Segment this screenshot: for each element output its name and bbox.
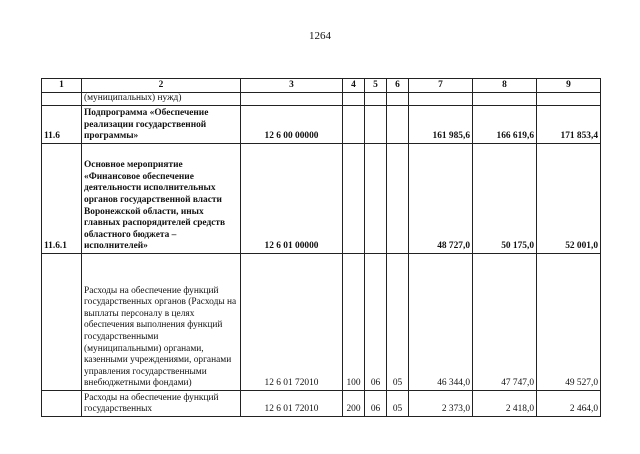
- row-vr: [343, 144, 365, 254]
- column-header: 8: [473, 79, 537, 93]
- row-value-7: 161 985,6: [409, 106, 473, 144]
- column-header: 1: [42, 79, 82, 93]
- column-header: 5: [365, 79, 387, 93]
- row-name: Расходы на обеспечение функций государственных: [82, 391, 241, 417]
- row-code: 12 6 00 00000: [241, 106, 343, 144]
- table-row: [42, 391, 601, 417]
- row-value-9: 2 464,0: [537, 391, 601, 417]
- row-name: Подпрограмма «Обеспечение реализации государственной программы»: [82, 106, 241, 144]
- row-code: 12 6 01 72010: [241, 391, 343, 417]
- column-header: 9: [537, 79, 601, 93]
- row-pr: [387, 106, 409, 144]
- row-value-7: 48 727,0: [409, 144, 473, 254]
- row-value-8: 166 619,6: [473, 106, 537, 144]
- row-value-7: 46 344,0: [409, 254, 473, 391]
- row-value-7: 2 373,0: [409, 391, 473, 417]
- row-value-8: 47 747,0: [473, 254, 537, 391]
- row-pr: 05: [387, 391, 409, 417]
- table-row: [42, 93, 601, 106]
- row-rz: [365, 106, 387, 144]
- row-vr: 200: [343, 391, 365, 417]
- row-name: Основное мероприятие «Финансовое обеспечение деятельности исполнительных органов государственной власти Воронежской области, иных главных распорядителей средств областного бюджета – исполнителей»: [82, 144, 241, 254]
- row-pr: 05: [387, 254, 409, 391]
- row-value-8: 2 418,0: [473, 391, 537, 417]
- row-value-9: [537, 93, 601, 106]
- row-number: [42, 391, 82, 417]
- row-value-9: 171 853,4: [537, 106, 601, 144]
- row-number: 11.6: [42, 106, 82, 144]
- column-header: 4: [343, 79, 365, 93]
- row-code: 12 6 01 72010: [241, 254, 343, 391]
- table-header-row: [42, 79, 601, 93]
- column-header: 2: [82, 79, 241, 93]
- row-rz: [365, 144, 387, 254]
- budget-table: [41, 78, 601, 417]
- table-row: [42, 144, 601, 254]
- row-rz: 06: [365, 254, 387, 391]
- table-row: [42, 106, 601, 144]
- row-pr: [387, 93, 409, 106]
- row-name: Расходы на обеспечение функций государственных органов (Расходы на выплаты персоналу в целях обеспечения выполнения функций государственными (муниципальными) органами, казенными учреждениями, органами управления государственными внебюджетными фондами): [82, 254, 241, 391]
- row-name: (муниципальных) нужд): [82, 93, 241, 106]
- row-vr: [343, 93, 365, 106]
- row-number: [42, 254, 82, 391]
- row-code: [241, 93, 343, 106]
- row-value-8: 50 175,0: [473, 144, 537, 254]
- column-header: 3: [241, 79, 343, 93]
- row-pr: [387, 144, 409, 254]
- row-value-9: 52 001,0: [537, 144, 601, 254]
- row-value-9: 49 527,0: [537, 254, 601, 391]
- table-row: [42, 254, 601, 391]
- row-rz: [365, 93, 387, 106]
- row-vr: 100: [343, 254, 365, 391]
- column-header: 7: [409, 79, 473, 93]
- column-header: 6: [387, 79, 409, 93]
- row-number: [42, 93, 82, 106]
- row-vr: [343, 106, 365, 144]
- row-code: 12 6 01 00000: [241, 144, 343, 254]
- row-number: 11.6.1: [42, 144, 82, 254]
- row-value-7: [409, 93, 473, 106]
- row-value-8: [473, 93, 537, 106]
- page-number: 1264: [309, 30, 331, 42]
- row-rz: 06: [365, 391, 387, 417]
